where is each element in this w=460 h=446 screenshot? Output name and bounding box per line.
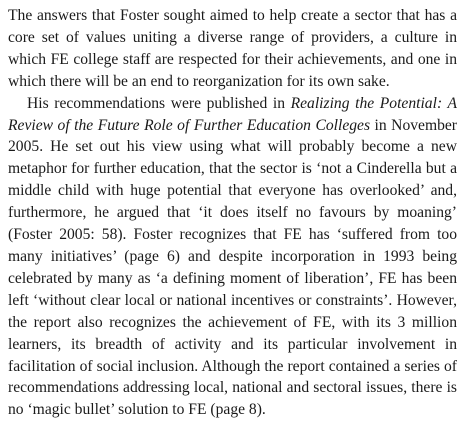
paragraph-2-text-body: in November 2005. He set out his view using what will probably become a new metaphor for further education, that the sector is ‘not a Cinderella but a middle child with huge potential that everyone has overlooked’ and, furthermore, he argued that ‘it does itself no favours by moaning’ (Foster 2005: 58). Foster recognizes that FE has ‘suffered from too many initiatives’ (page 6) and despite incorporation in 1993 being celebrated by many as ‘a defining moment of liberation’, FE has been left ‘without clear local or national incentives or constraints’. However, the report also recognizes the achievement of FE, with its 3 million learners, its breadth of activity and its particular involvement in facilitation of social inclusion. Although the report contained a series of recommendations addressing local, national and sectoral issues, there is no ‘magic bullet’ solution to FE (page 8). [8, 116, 457, 419]
paragraph-2-text-intro: His recommendations were published in [27, 94, 291, 112]
paragraph-2 [8, 93, 457, 422]
paragraph-1-text: The answers that Foster sought aimed to help create a sector that has a core set of values uniting a diverse range of providers, a culture in which FE college staff are respected for their achievements, and one in which there will be an end to reorganization for its own sake. [8, 7, 457, 90]
report-title: Realizing the Potential: A Review of the Future Role of Further Education Colleges [8, 94, 457, 134]
paragraph-1 [8, 5, 457, 93]
